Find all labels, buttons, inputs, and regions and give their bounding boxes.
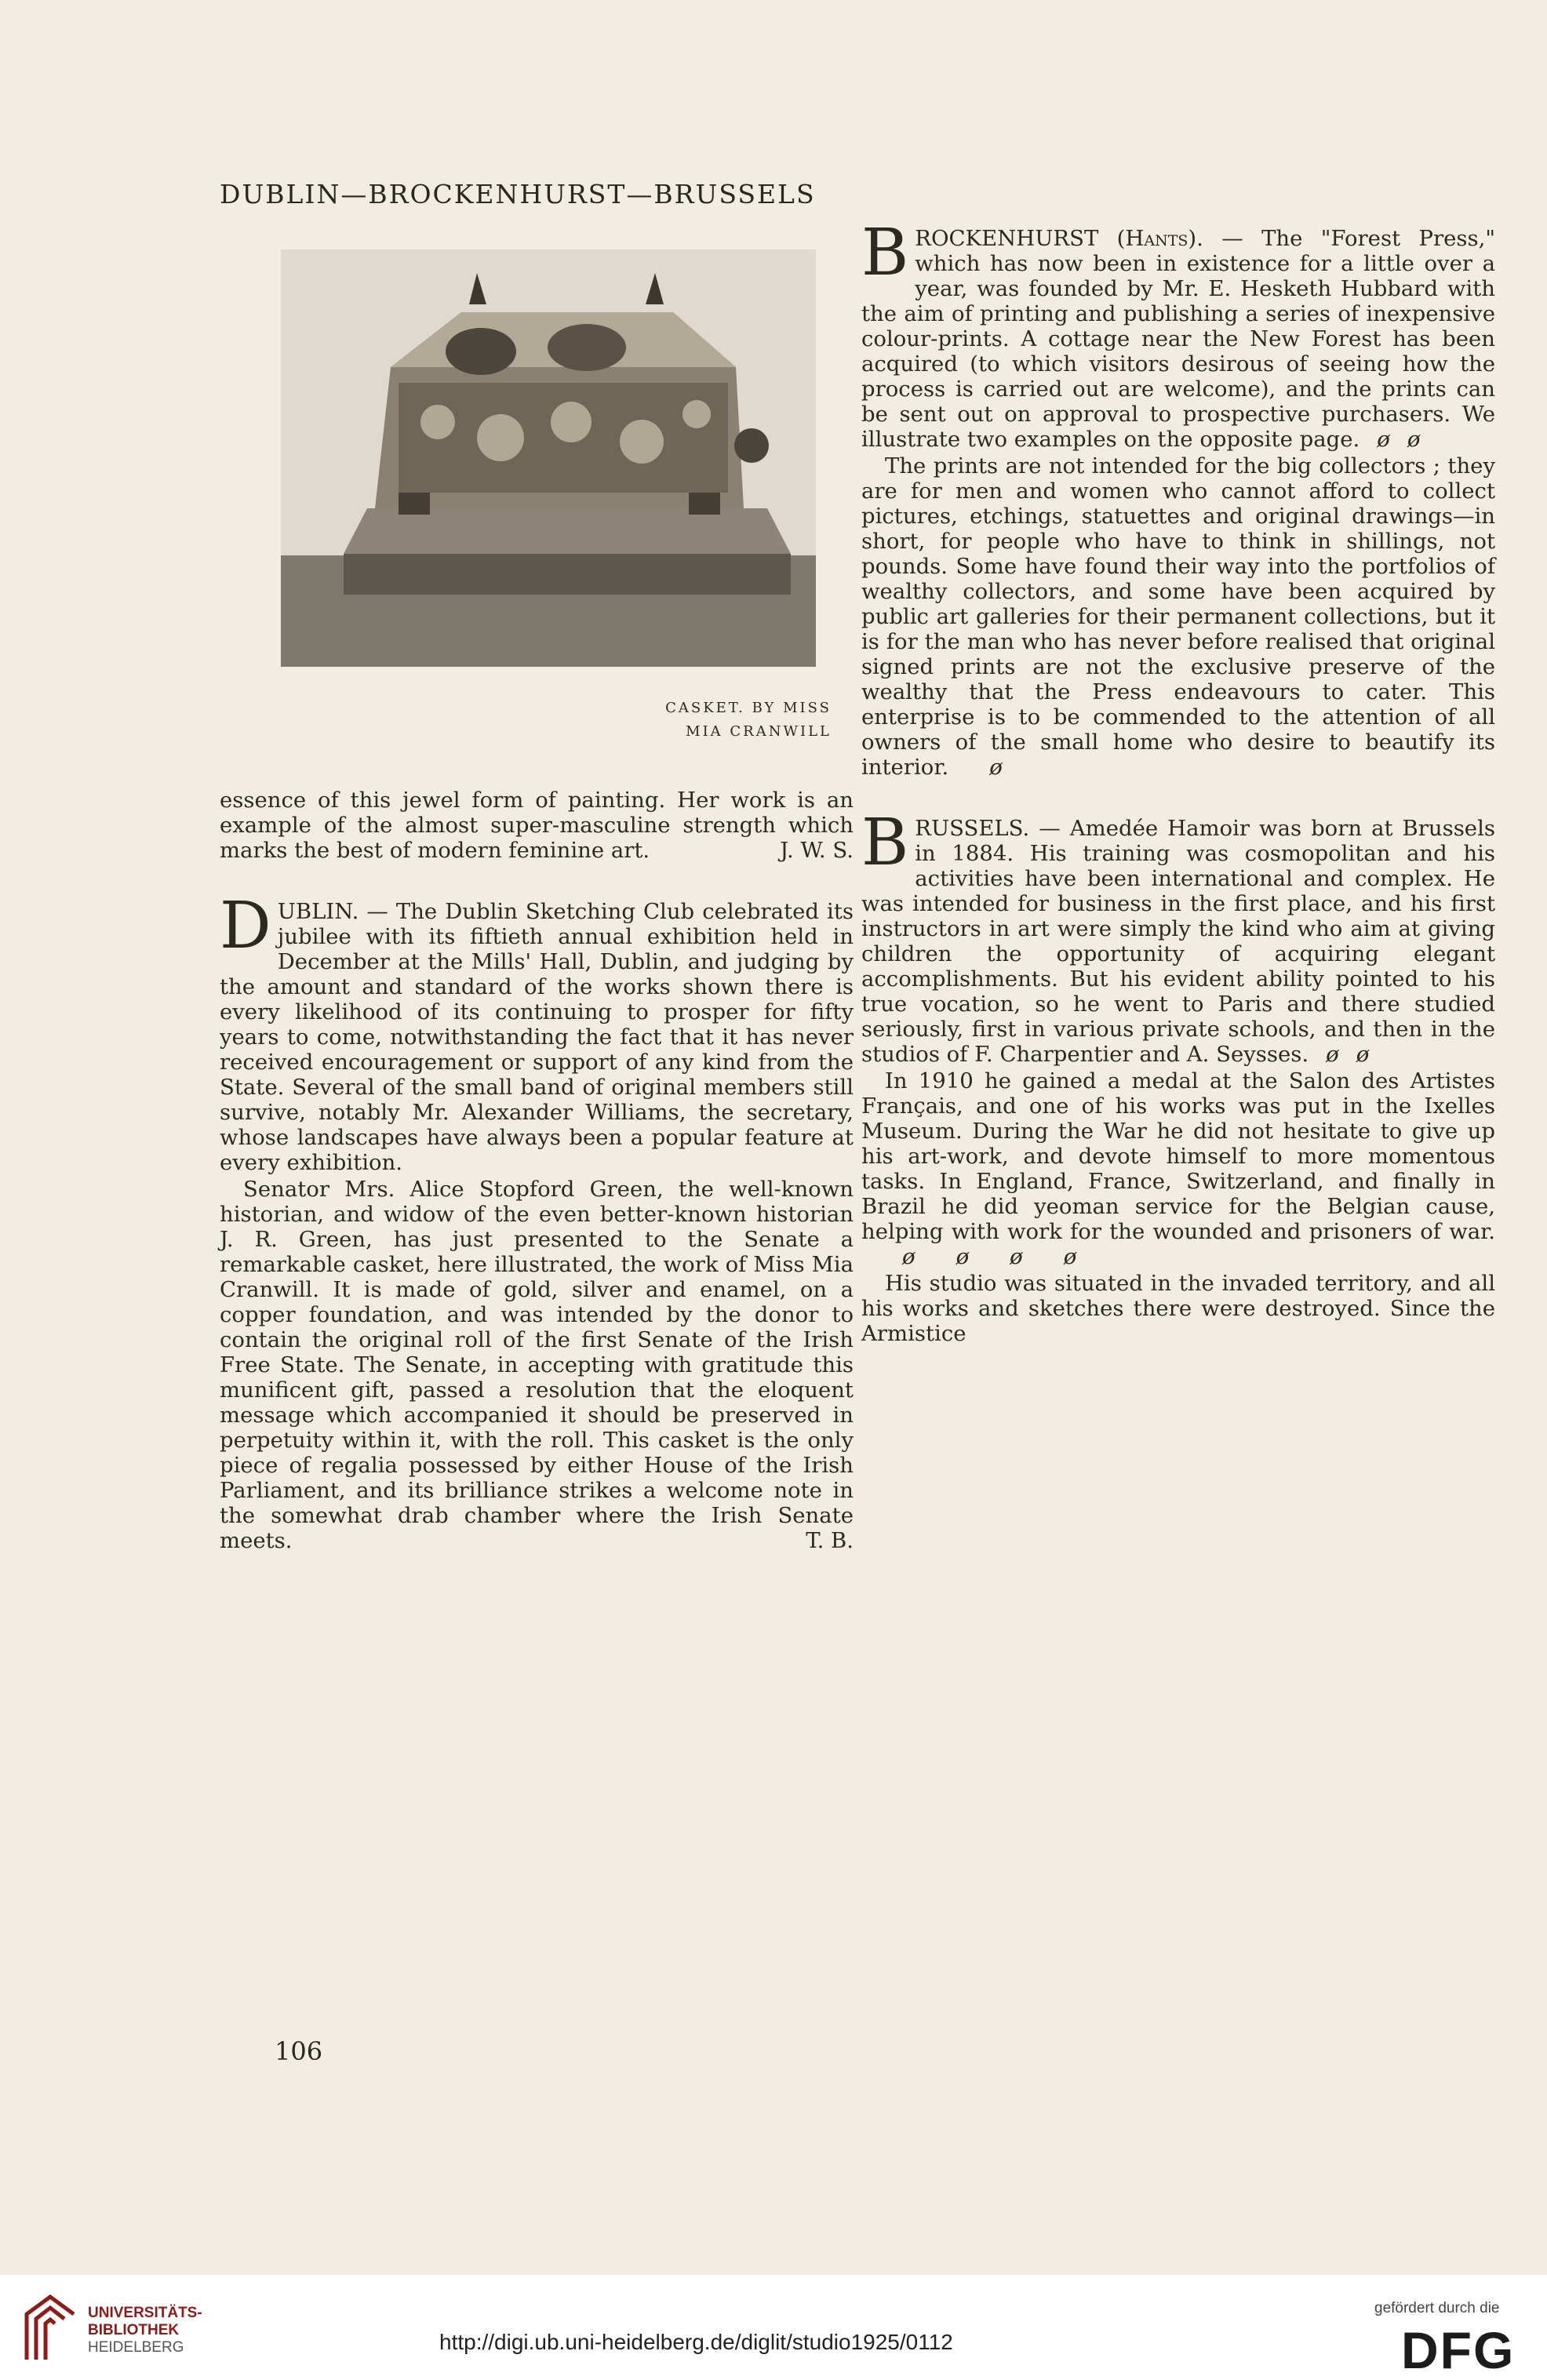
ornament-1: ø [1377, 427, 1390, 452]
jewel-text: essence of this jewel form of painting. Her work is an example of the almost super-masculine strength which marks the best of modern feminine art. [220, 788, 854, 863]
university-library-name [88, 2305, 202, 2356]
ub-line-1: UNIVERSITÄTS- [88, 2305, 202, 2321]
footer-bar [0, 2275, 1547, 2380]
casket-photo [281, 249, 816, 667]
signature-tb: T. B. [806, 1528, 854, 1553]
caption-line-2: MIA CRANWILL [686, 723, 832, 740]
ornament-9: ø [1063, 1244, 1077, 1269]
right-column [861, 216, 1496, 1346]
ornament-5: ø [1356, 1042, 1370, 1067]
brussels-paragraph-3 [861, 1271, 1495, 1346]
jewel-paragraph [220, 788, 854, 863]
brockenhurst-paragraph-2 [861, 453, 1495, 780]
signature-jws: J. W. S. [780, 838, 854, 863]
page-number: 106 [275, 2036, 323, 2066]
brussels-text-2: In 1910 he gained a medal at the Salon des Artistes Français, and one of his works was put in the Ixelles Museum. During the War he did not hesitate to give up his art-work, and devote himself to more momentous tasks. In England, France, Switzerland, and finally in Brazil he did yeoman service for the Belgian cause, helping with work for the wounded and prisoners of war. [861, 1068, 1495, 1244]
ornament-4: ø [1326, 1042, 1339, 1067]
drop-cap-b: B [861, 216, 909, 290]
ornament-2: ø [1407, 427, 1421, 452]
dublin-text-2: Senator Mrs. Alice Stopford Green, the well-known historian, and widow of the even better-known historian J. R. Green, has just presented to the Senate a remarkable casket, here illustrated, the work of Miss Mia Cranwill. It is made of gold, silver and enamel, on a copper foundation, and was intended by the donor to contain the original roll of the first Senate of the Irish Free State. The Senate, in accepting with gratitude this munificent gift, passed a resolution that the eloquent message which accompanied it should be preserved in perpetuity within it, with the roll. This casket is the only piece of regalia possessed by either House of the Irish Parliament, and its brilliance strikes a welcome note in the somewhat drab chamber where the Irish Senate meets. [220, 1177, 854, 1553]
brockenhurst-text-2: The prints are not intended for the big collectors ; they are for men and women who cannot afford to collect pictures, etchings, statuettes and original drawings—in short, for people who have to think in shillings, not pounds. Some have found their way into the portfolios of wealthy collectors, and some have been acquired by public art galleries for their permanent collections, but it is for the man who has never before realised that original signed prints are not the exclusive preserve of the wealthy that the Press endeavours to cater. This enterprise is to be commended to the attention of all owners of the small home who desire to beautify its interior. [861, 453, 1495, 780]
ornament-3: ø [989, 755, 1003, 780]
drop-cap-d: D [220, 889, 271, 963]
dfg-logo: DFG [1401, 2321, 1516, 2379]
brussels-paragraph-1 [861, 806, 1495, 1067]
dublin-text-1: UBLIN. — The Dublin Sketching Club celebrated its jubilee with its fiftieth annual exhibition held in December at the Mills' Hall, Dublin, and judging by the amount and standard of the works shown there is every likelihood of its continuing to prosper for fifty years to come, notwithstanding the fact that it has never received encouragement or support of any kind from the State. Several of the small band of original members still survive, notably Mr. Alexander Williams, the secretary, whose landscapes have always been a popular feature at every exhibition. [220, 899, 854, 1175]
caption-line-1: CASKET. BY MISS [665, 700, 832, 716]
ub-line-3: HEIDELBERG [88, 2339, 184, 2356]
brockenhurst-text-1: — The "Forest Press," which has now been in existence for a little over a year, was founded by Mr. E. Hesketh Hubbard with the aim of printing and publishing a series of inexpensive colour-prints. A cottage near the New Forest has been acquired (to which visitors desirous of seeing how the process is carried out are welcome), and the prints can be sent out on approval to prospective purchasers. We illustrate two examples on the opposite page. [861, 226, 1496, 452]
funding-note: gefördert durch die [1374, 2300, 1500, 2316]
ub-line-2: BIBLIOTHEK [88, 2322, 180, 2338]
brockenhurst-hants: (Hants). [1116, 226, 1203, 251]
photo-caption [596, 697, 832, 744]
brussels-text-1: RUSSELS. — Amedée Hamoir was born at Brussels in 1884. His training was cosmopolitan and his activities have been international and complex. He was intended for business in the first place, and his first instructors in art were simply the kind who aim at giving children the opportunity of acquiring elegant accomplishments. But his evident ability pointed to his true vocation, so he went to Paris and there studied seriously, first in various private schools, and then in the studios of F. Charpentier and A. Seysses. [861, 816, 1495, 1067]
ornament-8: ø [1010, 1244, 1023, 1269]
brussels-text-3: His studio was situated in the invaded territory, and all his works and sketches there were destroyed. Since the Armistice [861, 1271, 1495, 1346]
ornament-6: ø [902, 1244, 915, 1269]
brockenhurst-heading: ROCKENHURST [915, 226, 1099, 251]
source-url-link[interactable]: http://digi.ub.uni-heidelberg.de/diglit/studio1925/0112 [439, 2330, 953, 2354]
dublin-paragraph-1 [220, 889, 854, 1175]
brockenhurst-paragraph-1 [861, 216, 1496, 452]
dublin-paragraph-2 [220, 1177, 854, 1553]
ornament-7: ø [956, 1244, 970, 1269]
drop-cap-b2: B [861, 806, 909, 880]
university-library-logo-icon [19, 2291, 82, 2363]
left-column [220, 788, 854, 1553]
brussels-paragraph-2 [861, 1068, 1495, 1269]
running-head: DUBLIN—BROCKENHURST—BRUSSELS [220, 179, 816, 209]
